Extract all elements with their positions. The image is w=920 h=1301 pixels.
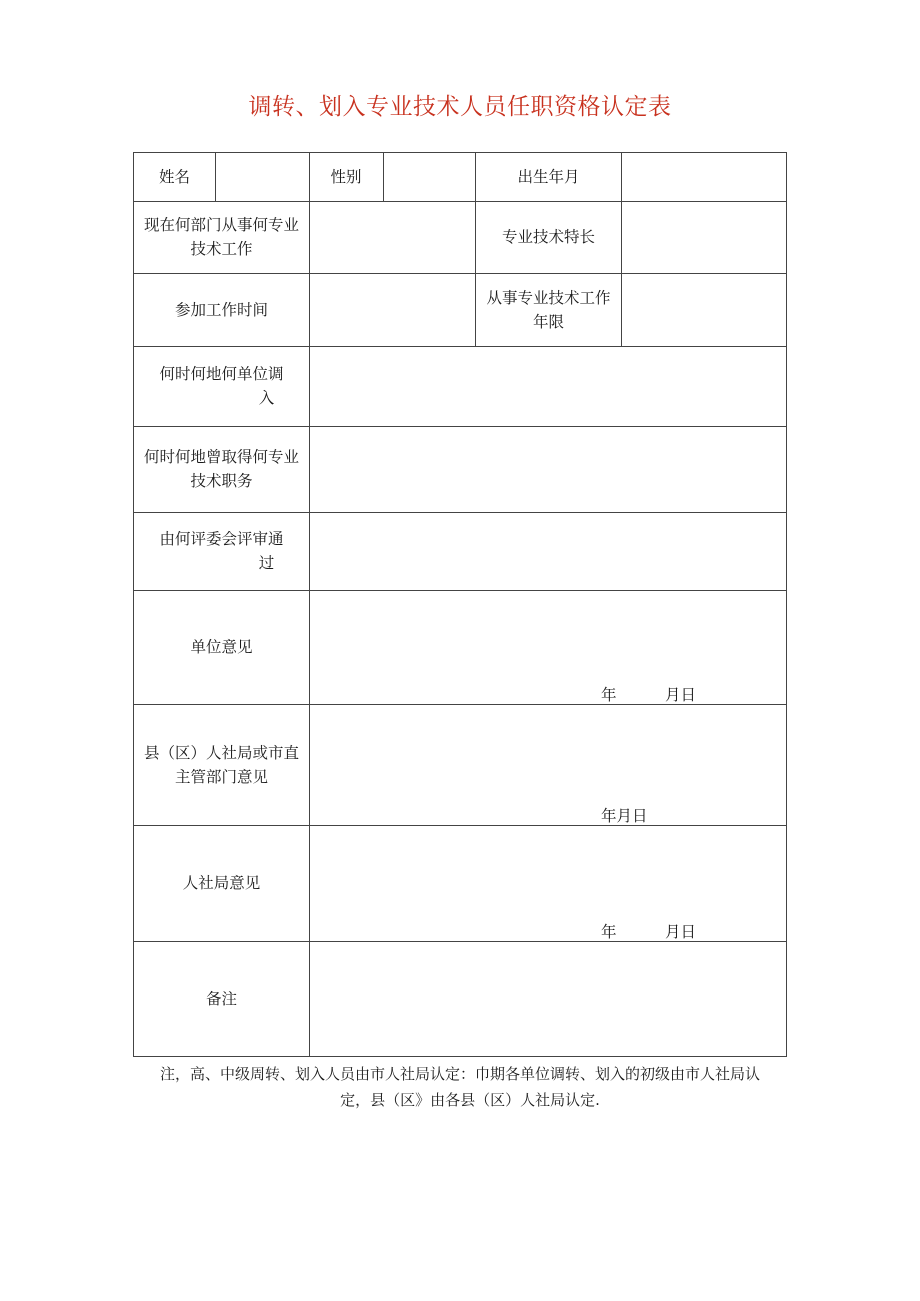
current-work-label — [134, 201, 309, 273]
specialty-label: 专业技术特长 — [501, 228, 595, 246]
transfer-in-label — [134, 346, 309, 426]
footnote-line2: 定，县（区》由各县（区）人社局认定. — [340, 1091, 600, 1109]
start-work-field[interactable] — [310, 273, 475, 346]
hrss-date-year: 年 — [601, 923, 617, 941]
title-obtained-label-line1: 何时何地曾取得何专业 — [143, 448, 299, 466]
years-label-line1: 从事专业技术工作 — [486, 288, 611, 307]
committee-field[interactable] — [310, 512, 786, 590]
transfer-in-label-line2: 入 — [258, 389, 275, 407]
form-title: 调转、划入专业技术人员任职资格认定表 — [248, 94, 672, 120]
name-label: 姓名 — [158, 168, 190, 186]
county-opinion-label-line1: 县（区）人社局或市直 — [143, 743, 299, 762]
current-work-field[interactable] — [310, 201, 475, 273]
title-obtained-field[interactable] — [310, 426, 786, 512]
county-date: 年月日 — [601, 807, 648, 825]
unit-date-month-day: 月日 — [665, 686, 697, 704]
unit-date-year: 年 — [601, 686, 617, 704]
title-obtained-label — [134, 426, 309, 512]
county-opinion-label-line2: 主管部门意见 — [174, 767, 268, 786]
transfer-in-field[interactable] — [310, 346, 786, 426]
committee-label-line2: 过 — [258, 554, 275, 572]
current-work-label-line1: 现在何部门从事何专业 — [143, 216, 299, 234]
start-work-label: 参加工作时间 — [174, 300, 268, 319]
county-opinion-field[interactable] — [310, 704, 786, 825]
unit-opinion-label: 单位意见 — [190, 638, 253, 656]
committee-label-line1: 由何评委会评审通 — [159, 530, 284, 548]
remarks-label: 备注 — [205, 989, 237, 1008]
county-opinion-label — [134, 704, 309, 825]
committee-label — [134, 512, 309, 590]
birth-label: 出生年月 — [517, 168, 580, 186]
transfer-in-label-line1: 何时何地何单位调 — [159, 365, 284, 383]
remarks-field[interactable] — [310, 941, 786, 1056]
unit-opinion-field[interactable] — [310, 590, 786, 704]
title-obtained-label-line2: 技术职务 — [190, 472, 253, 490]
specialty-field[interactable] — [622, 201, 786, 273]
name-field[interactable] — [216, 153, 309, 201]
birth-field[interactable] — [622, 153, 786, 201]
hrss-date-month-day: 月日 — [665, 923, 697, 941]
gender-field[interactable] — [384, 153, 475, 201]
gender-label: 性别 — [330, 168, 362, 186]
footnote-line1: 注，高、中级周转、划入人员由市人社局认定：巾期各单位调转、划入的初级由市人社局认 — [159, 1065, 760, 1083]
current-work-label-line2: 技术工作 — [190, 240, 253, 258]
years-label-line2: 年限 — [532, 312, 564, 331]
qualification-form-table — [133, 152, 787, 1057]
hrss-opinion-label: 人社局意见 — [182, 874, 261, 892]
years-field[interactable] — [622, 273, 786, 346]
hrss-opinion-field[interactable] — [310, 825, 786, 941]
years-label — [476, 273, 621, 346]
